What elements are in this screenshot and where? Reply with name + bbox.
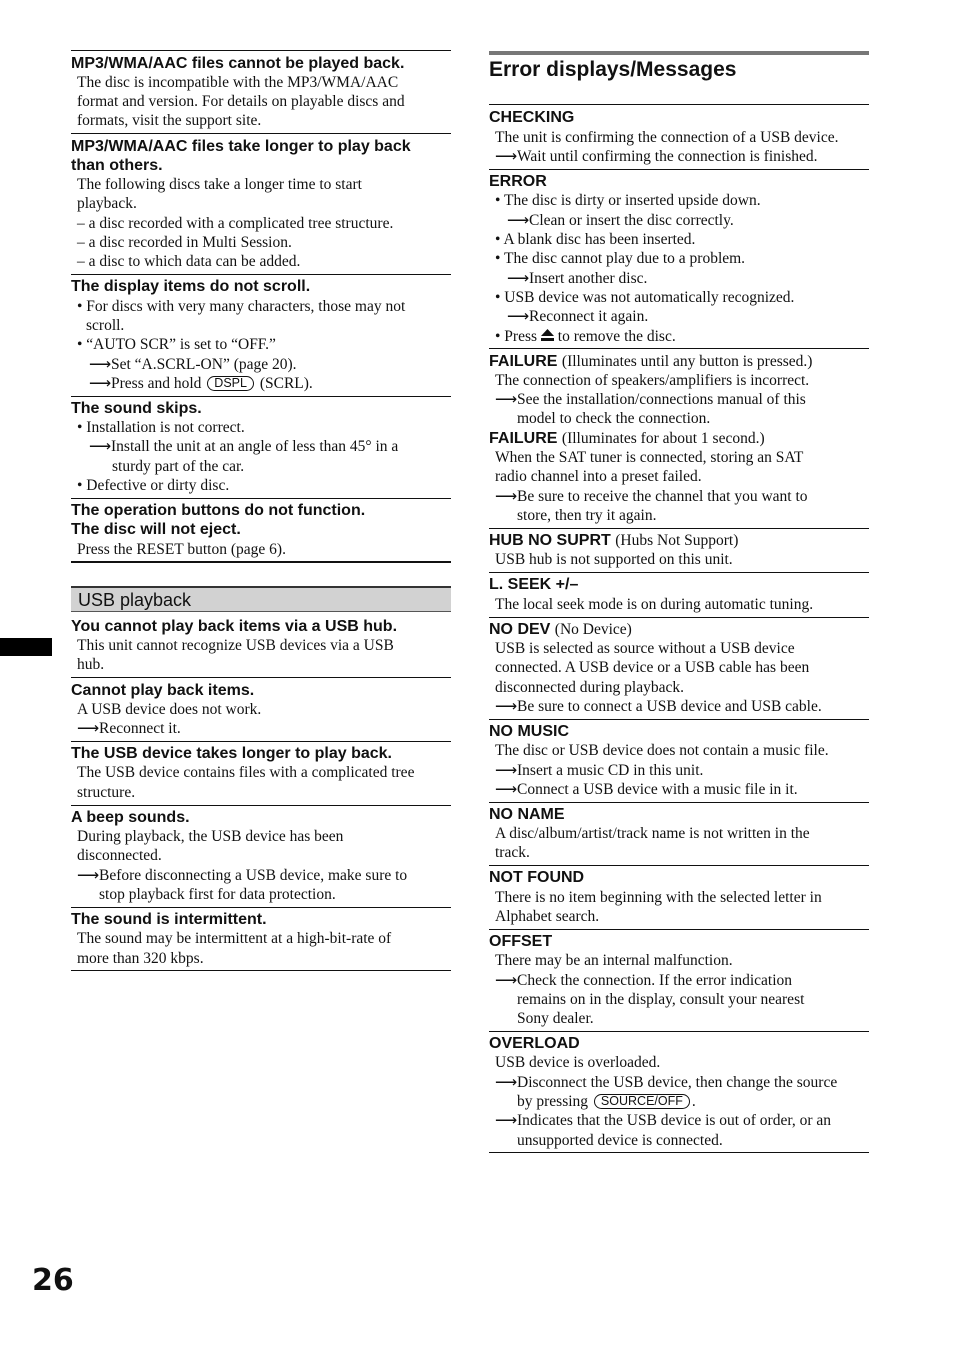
arrow-right-icon: ⟶ xyxy=(495,488,518,505)
body-text: disconnected during playback. xyxy=(495,679,684,696)
body-text: USB hub is not supported on this unit. xyxy=(495,551,733,568)
divider xyxy=(71,50,451,51)
body-text: The connection of speakers/amplifiers is incorrect. xyxy=(495,372,810,389)
body-text: The local seek mode is on during automatic tuning. xyxy=(495,596,814,613)
body-text: playback. xyxy=(77,195,137,212)
message-heading: FAILURE (Illuminates for about 1 second.) xyxy=(489,430,765,447)
body-text: Alphabet search. xyxy=(495,908,600,925)
arrow-right-icon: ⟶ xyxy=(495,762,518,779)
action-text: ⟶Install the unit at an angle of less than 45° in a xyxy=(89,438,399,455)
arrow-right-icon: ⟶ xyxy=(495,698,518,715)
message-heading: NO DEV (No Device) xyxy=(489,621,632,638)
body-text: formats, visit the support site. xyxy=(77,112,262,129)
body-text: track. xyxy=(495,844,530,861)
body-text: The sound may be intermittent at a high-bit-rate of xyxy=(77,930,392,947)
divider xyxy=(489,528,869,529)
action-text: ⟶Press and hold DSPL (SCRL). xyxy=(89,375,313,392)
body-text: – a disc recorded in Multi Session. xyxy=(77,234,292,251)
body-text: The disc or USB device does not contain a music file. xyxy=(495,742,829,759)
source-off-button-symbol: SOURCE/OFF xyxy=(594,1094,690,1109)
section-heading: The disc will not eject. xyxy=(71,521,241,538)
arrow-right-icon: ⟶ xyxy=(495,1112,518,1129)
message-heading: FAILURE (Illuminates until any button is pressed.) xyxy=(489,353,813,370)
section-heading: The operation buttons do not function. xyxy=(71,502,366,519)
divider xyxy=(71,805,451,806)
divider xyxy=(489,1152,869,1153)
body-text: During playback, the USB device has been xyxy=(77,828,344,845)
action-text: ⟶See the installation/connections manual of this xyxy=(495,391,806,408)
action-text: ⟶Before disconnecting a USB device, make sure to xyxy=(77,867,408,884)
arrow-right-icon: ⟶ xyxy=(507,308,530,325)
section-heading: The USB device takes longer to play back. xyxy=(71,745,392,762)
action-text: ⟶Be sure to receive the channel that you want to xyxy=(495,488,808,505)
body-text: disconnected. xyxy=(77,847,162,864)
section-heading: You cannot play back items via a USB hub. xyxy=(71,618,398,635)
divider xyxy=(489,169,869,170)
body-text: radio channel into a preset failed. xyxy=(495,468,702,485)
divider xyxy=(489,572,869,573)
arrow-right-icon: ⟶ xyxy=(495,972,518,989)
arrow-right-icon: ⟶ xyxy=(89,438,112,455)
action-text: ⟶Insert a music CD in this unit. xyxy=(495,762,704,779)
arrow-right-icon: ⟶ xyxy=(507,212,530,229)
action-text: ⟶Reconnect it. xyxy=(77,720,181,737)
action-text: ⟶Disconnect the USB device, then change the source xyxy=(495,1074,838,1091)
divider xyxy=(489,802,869,803)
action-text: ⟶Clean or insert the disc correctly. xyxy=(507,212,734,229)
message-heading: CHECKING xyxy=(489,109,575,126)
action-text: stop playback first for data protection. xyxy=(99,886,336,903)
bullet-text: • A blank disc has been inserted. xyxy=(495,231,696,248)
body-text: hub. xyxy=(77,656,105,673)
body-text: The USB device contains files with a complicated tree xyxy=(77,764,415,781)
divider xyxy=(71,498,451,499)
message-heading: NO MUSIC xyxy=(489,723,569,740)
action-text: sturdy part of the car. xyxy=(112,458,245,475)
arrow-right-icon: ⟶ xyxy=(77,720,100,737)
body-text: A disc/album/artist/track name is not written in the xyxy=(495,825,810,842)
body-text: more than 320 kbps. xyxy=(77,950,204,967)
body-text: A USB device does not work. xyxy=(77,701,262,718)
body-text: The disc is incompatible with the MP3/WMA/AAC xyxy=(77,74,399,91)
divider xyxy=(489,865,869,866)
chapter-tab-marker xyxy=(0,638,52,656)
message-heading: L. SEEK +/– xyxy=(489,576,579,593)
bullet-text: scroll. xyxy=(86,317,125,334)
message-heading: NO NAME xyxy=(489,806,565,823)
action-text: ⟶Indicates that the USB device is out of order, or an xyxy=(495,1112,832,1129)
section-heading: The sound skips. xyxy=(71,400,202,417)
message-heading: ERROR xyxy=(489,173,547,190)
bullet-text: • Defective or dirty disc. xyxy=(77,477,230,494)
body-text: connected. A USB device or a USB cable has been xyxy=(495,659,810,676)
body-text: structure. xyxy=(77,784,136,801)
body-text: There is no item beginning with the selected letter in xyxy=(495,889,822,906)
divider xyxy=(71,274,451,275)
section-heading: MP3/WMA/AAC files take longer to play back xyxy=(71,138,411,155)
arrow-right-icon: ⟶ xyxy=(495,781,518,798)
divider xyxy=(489,929,869,930)
message-heading: OFFSET xyxy=(489,933,553,950)
action-text: unsupported device is connected. xyxy=(517,1132,723,1149)
action-text: remains on in the display, consult your nearest xyxy=(517,991,805,1008)
divider xyxy=(71,677,451,678)
action-text: ⟶Reconnect it again. xyxy=(507,308,649,325)
body-text: USB device is overloaded. xyxy=(495,1054,661,1071)
action-text: ⟶Set “A.SCRL-ON” (page 20). xyxy=(89,356,297,373)
arrow-right-icon: ⟶ xyxy=(495,391,518,408)
divider xyxy=(489,617,869,618)
usb-playback-section-header: USB playback xyxy=(71,586,451,612)
bullet-text: • Installation is not correct. xyxy=(77,419,245,436)
section-heading: A beep sounds. xyxy=(71,809,190,826)
section-heading: The sound is intermittent. xyxy=(71,911,267,928)
divider xyxy=(71,741,451,742)
section-heading: MP3/WMA/AAC files cannot be played back. xyxy=(71,55,405,72)
arrow-right-icon: ⟶ xyxy=(89,356,112,373)
bullet-text: • USB device was not automatically recognized. xyxy=(495,289,795,306)
action-text: ⟶Insert another disc. xyxy=(507,270,648,287)
arrow-right-icon: ⟶ xyxy=(507,270,530,287)
page-number: 26 xyxy=(32,1263,74,1298)
arrow-right-icon: ⟶ xyxy=(89,375,112,392)
section-heading: Cannot play back items. xyxy=(71,682,255,699)
action-text: model to check the connection. xyxy=(517,410,711,427)
bullet-text: • The disc cannot play due to a problem. xyxy=(495,250,746,267)
bullet-text: • For discs with very many characters, those may not xyxy=(77,298,406,315)
arrow-right-icon: ⟶ xyxy=(77,867,100,884)
divider xyxy=(71,561,451,563)
section-heading: The display items do not scroll. xyxy=(71,278,311,295)
section-top-rule xyxy=(489,51,869,55)
divider xyxy=(71,970,451,971)
section-heading: than others. xyxy=(71,157,163,174)
arrow-right-icon: ⟶ xyxy=(495,148,518,165)
action-text: Sony dealer. xyxy=(517,1010,594,1027)
bullet-text: • Press to remove the disc. xyxy=(495,328,676,345)
body-text: – a disc to which data can be added. xyxy=(77,253,301,270)
body-text: There may be an internal malfunction. xyxy=(495,952,733,969)
divider xyxy=(489,1031,869,1032)
divider xyxy=(71,133,451,134)
page-title: Error displays/Messages xyxy=(489,58,737,81)
eject-icon xyxy=(541,329,554,341)
arrow-right-icon: ⟶ xyxy=(495,1074,518,1091)
action-text: by pressing SOURCE/OFF . xyxy=(517,1093,696,1110)
action-text: ⟶Connect a USB device with a music file in it. xyxy=(495,781,798,798)
message-heading: HUB NO SUPRT (Hubs Not Support) xyxy=(489,532,739,549)
body-text: When the SAT tuner is connected, storing an SAT xyxy=(495,449,804,466)
action-text: store, then try it again. xyxy=(517,507,657,524)
divider xyxy=(489,104,869,105)
divider xyxy=(489,348,869,349)
divider xyxy=(71,396,451,397)
divider xyxy=(71,907,451,908)
action-text: ⟶Wait until confirming the connection is finished. xyxy=(495,148,818,165)
body-text: – a disc recorded with a complicated tree structure. xyxy=(77,215,394,232)
body-text: format and version. For details on playable discs and xyxy=(77,93,405,110)
message-heading: OVERLOAD xyxy=(489,1035,580,1052)
dspl-button-symbol: DSPL xyxy=(207,376,254,391)
body-text: USB is selected as source without a USB device xyxy=(495,640,795,657)
message-heading: NOT FOUND xyxy=(489,869,585,886)
action-text: ⟶Be sure to connect a USB device and USB cable. xyxy=(495,698,822,715)
bullet-text: • “AUTO SCR” is set to “OFF.” xyxy=(77,336,276,353)
body-text: The following discs take a longer time to start xyxy=(77,176,362,193)
body-text: The unit is confirming the connection of a USB device. xyxy=(495,129,839,146)
body-text: Press the RESET button (page 6). xyxy=(77,541,286,558)
action-text: ⟶Check the connection. If the error indication xyxy=(495,972,793,989)
divider xyxy=(489,719,869,720)
bullet-text: • The disc is dirty or inserted upside down. xyxy=(495,192,761,209)
body-text: This unit cannot recognize USB devices via a USB xyxy=(77,637,394,654)
